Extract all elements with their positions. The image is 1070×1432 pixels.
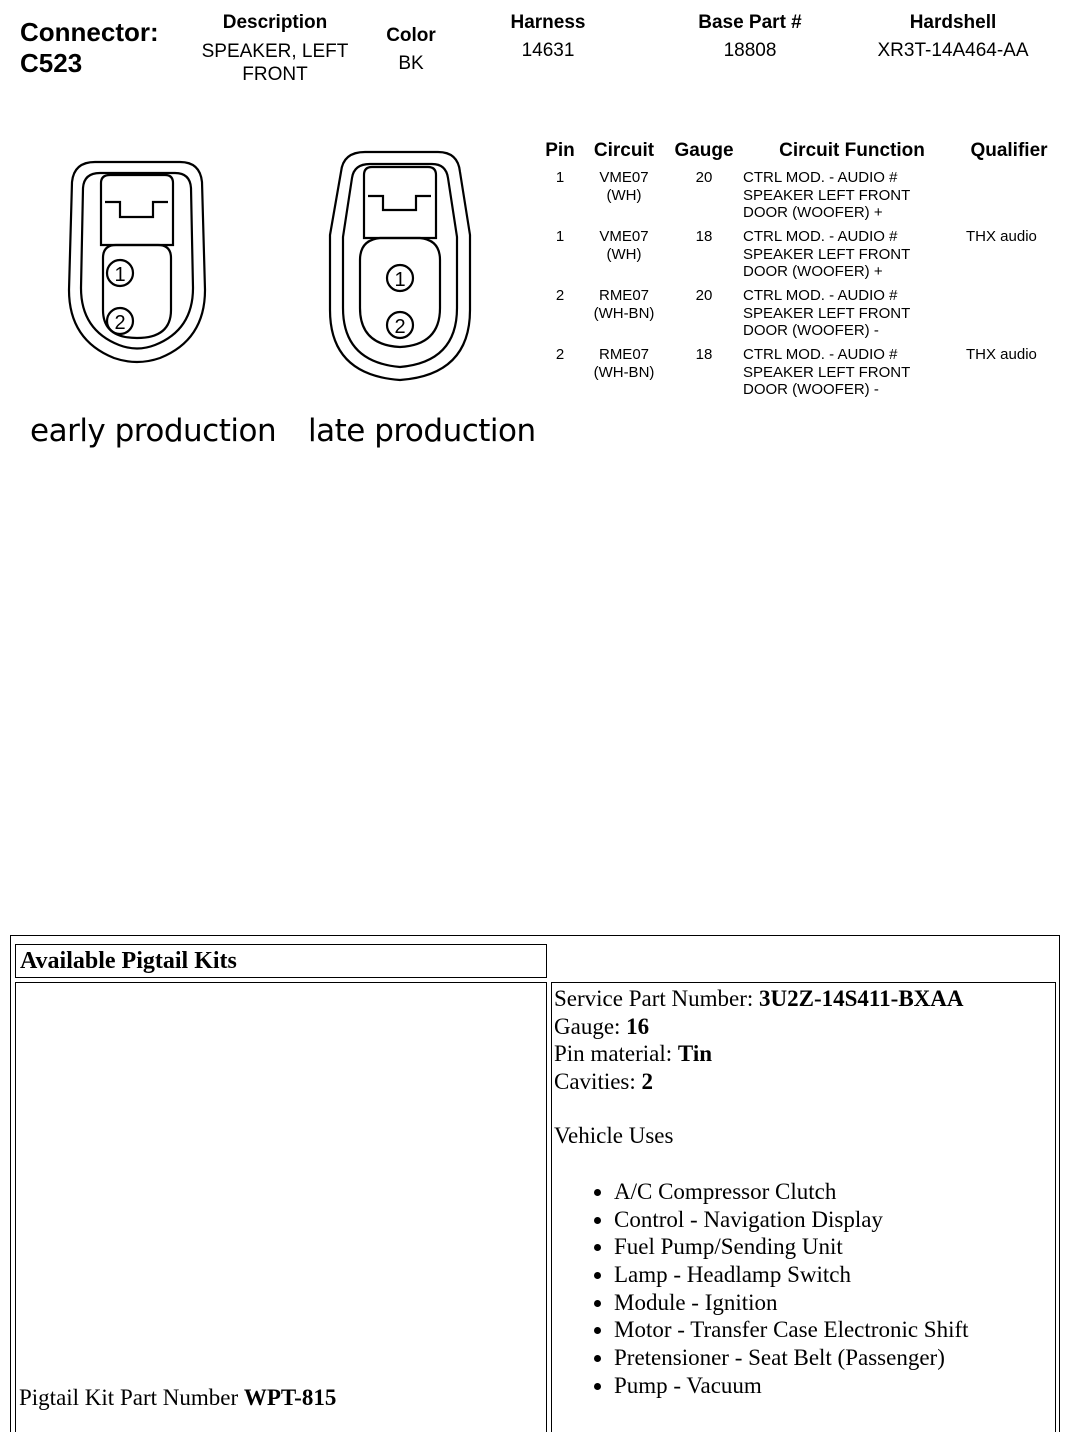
service-part-number <box>554 985 1052 1013</box>
vehicle-use-item: • A/C Compressor Clutch <box>614 1178 1052 1206</box>
cavities-label: Cavities: <box>554 1068 642 1094</box>
qualifier-cell: THX audio <box>966 228 1037 245</box>
circuit-function-cell <box>743 287 958 340</box>
function-line: CTRL MOD. - AUDIO # <box>743 287 898 304</box>
color-label: Color <box>386 25 436 46</box>
qualifier-cell: THX audio <box>966 346 1037 363</box>
late-connector-diagram <box>330 152 470 380</box>
pin-material-label: Pin material: <box>554 1041 678 1067</box>
pin-cell: 1 <box>555 228 565 245</box>
pin-cell: 2 <box>555 346 565 363</box>
early-pin-2-label: 2 <box>114 312 126 334</box>
pigtail-details <box>554 985 1052 1400</box>
gauge-header: Gauge <box>674 140 734 161</box>
late-pin-2-label: 2 <box>394 316 406 338</box>
pin-material-value: Tin <box>677 1041 713 1067</box>
pigtail-kit-part-number <box>19 1384 336 1412</box>
circuit-function-cell <box>743 346 958 399</box>
function-line: SPEAKER LEFT FRONT <box>743 245 911 263</box>
vehicle-use-item: • Lamp - Headlamp Switch <box>614 1261 1052 1289</box>
description-value <box>185 40 365 86</box>
color-value: BK <box>398 53 424 74</box>
pigtail-details-cell <box>551 982 1056 1432</box>
circuit-color: (WH-BN) <box>593 304 655 322</box>
circuit-color: (WH-BN) <box>593 363 655 381</box>
vehicle-use-item: • Module - Ignition <box>614 1289 1052 1317</box>
cavities-row <box>554 1068 1052 1096</box>
pin-cell: 2 <box>555 287 565 304</box>
pigtail-kit-cell <box>15 982 547 1432</box>
vehicle-use-item: • Motor - Transfer Case Electronic Shift <box>614 1316 1052 1344</box>
early-connector-diagram <box>69 162 205 362</box>
cavities-value: 2 <box>641 1068 654 1094</box>
circuit-function-cell <box>743 169 958 222</box>
function-line: DOOR (WOOFER) + <box>743 204 883 221</box>
kit-part-value: WPT-815 <box>243 1385 337 1410</box>
circuit-code: VME07 <box>599 169 649 186</box>
description-column <box>185 12 365 86</box>
hardshell-value: XR3T-14A464-AA <box>877 40 1029 61</box>
function-line: DOOR (WOOFER) + <box>743 263 883 280</box>
circuit-cell <box>585 346 663 381</box>
pin-material-row <box>554 1040 1052 1068</box>
circuit-color: (WH) <box>606 186 642 204</box>
connector-header <box>20 17 159 79</box>
vehicle-use-item: • Control - Navigation Display <box>614 1206 1052 1234</box>
description-line: FRONT <box>242 64 308 85</box>
pin-header: Pin <box>545 140 575 161</box>
harness-column <box>478 12 618 62</box>
function-line: DOOR (WOOFER) - <box>743 381 879 398</box>
circuit-code: RME07 <box>598 287 650 304</box>
kit-part-label: Pigtail Kit Part Number <box>19 1385 244 1410</box>
function-line: SPEAKER LEFT FRONT <box>743 304 911 322</box>
late-pin-1-label: 1 <box>394 269 406 291</box>
description-label: Description <box>222 12 328 33</box>
circuit-function-header: Circuit Function <box>779 140 925 161</box>
gauge-cell: 18 <box>695 346 713 363</box>
gauge-cell: 18 <box>695 228 713 245</box>
hardshell-column <box>860 12 1046 62</box>
circuit-color: (WH) <box>606 245 642 263</box>
gauge-cell: 20 <box>695 287 713 304</box>
hardshell-label: Hardshell <box>909 12 997 33</box>
function-line: SPEAKER LEFT FRONT <box>743 363 911 381</box>
function-line: SPEAKER LEFT FRONT <box>743 186 911 204</box>
gauge-value: 16 <box>626 1013 650 1039</box>
circuit-code: RME07 <box>598 346 650 363</box>
circuit-function-cell <box>743 228 958 281</box>
pin-cell: 1 <box>555 169 565 186</box>
function-line: DOOR (WOOFER) - <box>743 322 879 339</box>
circuit-cell <box>585 228 663 263</box>
late-production-caption: late production <box>308 413 536 449</box>
circuit-cell <box>585 169 663 204</box>
vehicle-uses-list <box>554 1178 1052 1400</box>
function-line: CTRL MOD. - AUDIO # <box>743 169 898 186</box>
early-production-caption: early production <box>30 413 277 449</box>
harness-value: 14631 <box>521 40 575 61</box>
function-line: CTRL MOD. - AUDIO # <box>743 228 898 245</box>
early-pin-1-label: 1 <box>114 264 126 286</box>
base-part-column <box>670 12 830 62</box>
connector-id: C523 <box>20 48 83 78</box>
qualifier-header: Qualifier <box>970 140 1048 161</box>
harness-label: Harness <box>510 12 586 33</box>
base-part-label: Base Part # <box>698 12 802 33</box>
pigtail-title-cell <box>15 944 547 978</box>
function-line: CTRL MOD. - AUDIO # <box>743 346 898 363</box>
service-part-label: Service Part Number: <box>554 986 760 1011</box>
description-line: SPEAKER, LEFT <box>201 41 349 62</box>
vehicle-uses-label: Vehicle Uses <box>554 1123 674 1149</box>
service-part-value: 3U2Z-14S411-BXAA <box>759 986 964 1011</box>
vehicle-use-item: • Pretensioner - Seat Belt (Passenger) <box>614 1344 1052 1372</box>
vehicle-use-item: • Pump - Vacuum <box>614 1372 1052 1400</box>
color-column <box>366 25 456 75</box>
connector-diagrams <box>0 140 540 410</box>
circuit-header: Circuit <box>593 140 655 161</box>
base-part-value: 18808 <box>723 40 777 61</box>
gauge-label: Gauge: <box>554 1013 627 1039</box>
connector-label: Connector: <box>20 17 159 47</box>
pigtail-title: Available Pigtail Kits <box>20 948 237 974</box>
gauge-cell: 20 <box>695 169 713 186</box>
vehicle-use-item: • Fuel Pump/Sending Unit <box>614 1233 1052 1261</box>
circuit-cell <box>585 287 663 322</box>
circuit-code: VME07 <box>599 228 649 245</box>
gauge-row <box>554 1013 1052 1041</box>
